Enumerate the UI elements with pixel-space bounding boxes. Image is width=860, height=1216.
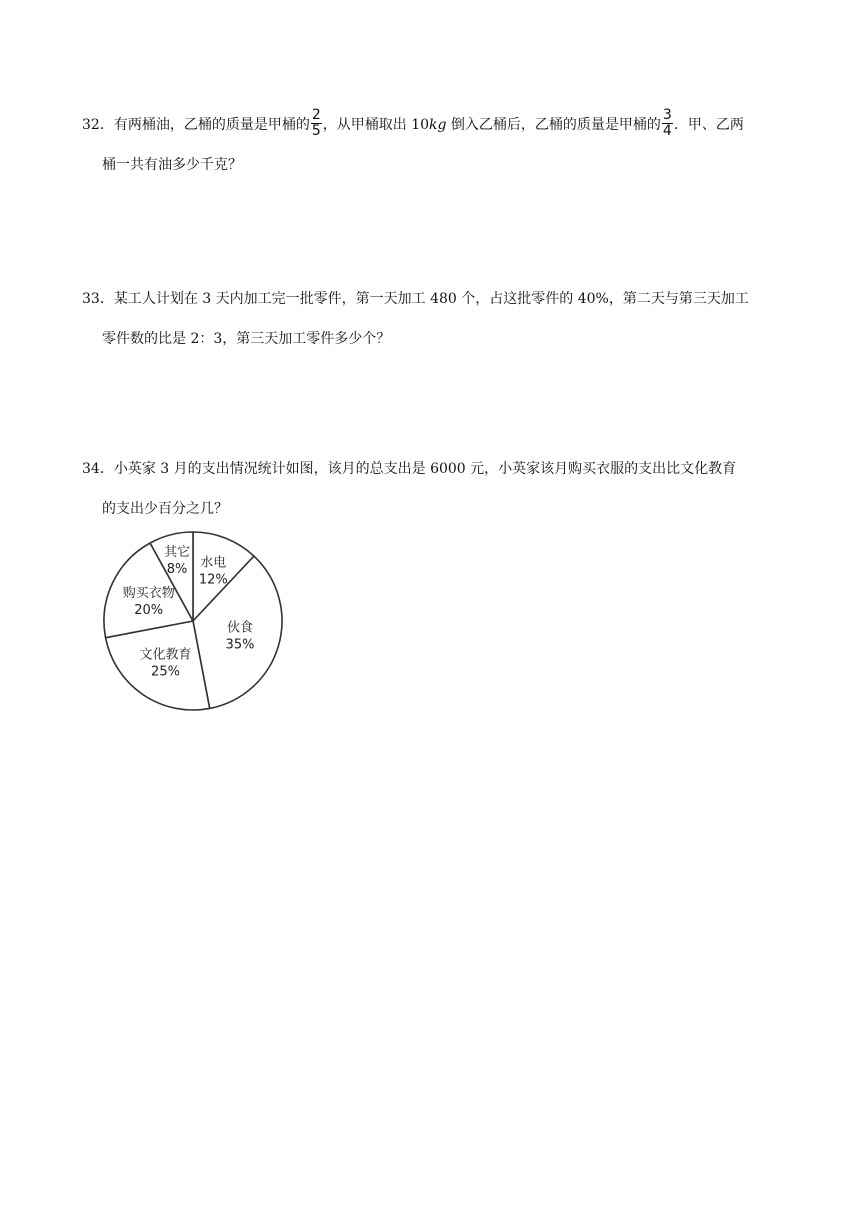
pie-slice-value-1: 35% (225, 637, 255, 653)
question-33-line-1: 33．某工人计划在 3 天内加工完一批零件，第一天加工 480 个，占这批零件的 40%，第二天与第三天加工 (82, 291, 749, 307)
question-32-line-1: 32．有两桶油，乙桶的质量是甲桶的 $\frac{2}{5}$ ，从甲桶取出 10kg 倒入乙桶后，乙桶的质量是甲桶的 $\frac{3}{4}$ ．甲、乙两 (82, 106, 744, 139)
unit-kg: kg (429, 117, 447, 133)
pie-slice-label-4: 其它 (164, 544, 191, 560)
question-number: 34． (82, 461, 114, 477)
question-33 (82, 279, 782, 359)
pie-slice-label-2: 文化教育 (139, 647, 192, 663)
pie-slice-label-3: 购买衣物 (122, 586, 175, 602)
expense-pie-chart (100, 527, 286, 715)
question-32-line-2: 桶一共有油多少千克？ (102, 157, 242, 173)
fraction-two-fifths: $\frac{2}{5}$ (311, 106, 321, 139)
fraction-three-quarters: $\frac{3}{4}$ (662, 106, 672, 139)
pie-slice-value-3: 20% (134, 603, 164, 619)
question-34-line-1: 34．小英家 3 月的支出情况统计如图，该月的总支出是 6000 元，小英家该月购买衣服的支出比文化教育 (82, 461, 737, 477)
question-33-line-2: 零件数的比是 2：3，第三天加工零件多少个？ (102, 331, 391, 347)
question-number: 32． (82, 117, 114, 133)
question-34-line-2: 的支出少百分之几？ (102, 501, 228, 517)
question-32 (82, 105, 782, 185)
pie-slice-label-0: 水电 (200, 555, 227, 571)
pie-slice-value-4: 8% (166, 561, 188, 577)
question-number: 33． (82, 291, 114, 307)
question-34 (82, 449, 782, 529)
pie-slice-value-2: 25% (151, 664, 180, 680)
pie-slice-value-0: 12% (198, 572, 228, 588)
pie-slice-label-1: 伙食 (226, 620, 254, 636)
